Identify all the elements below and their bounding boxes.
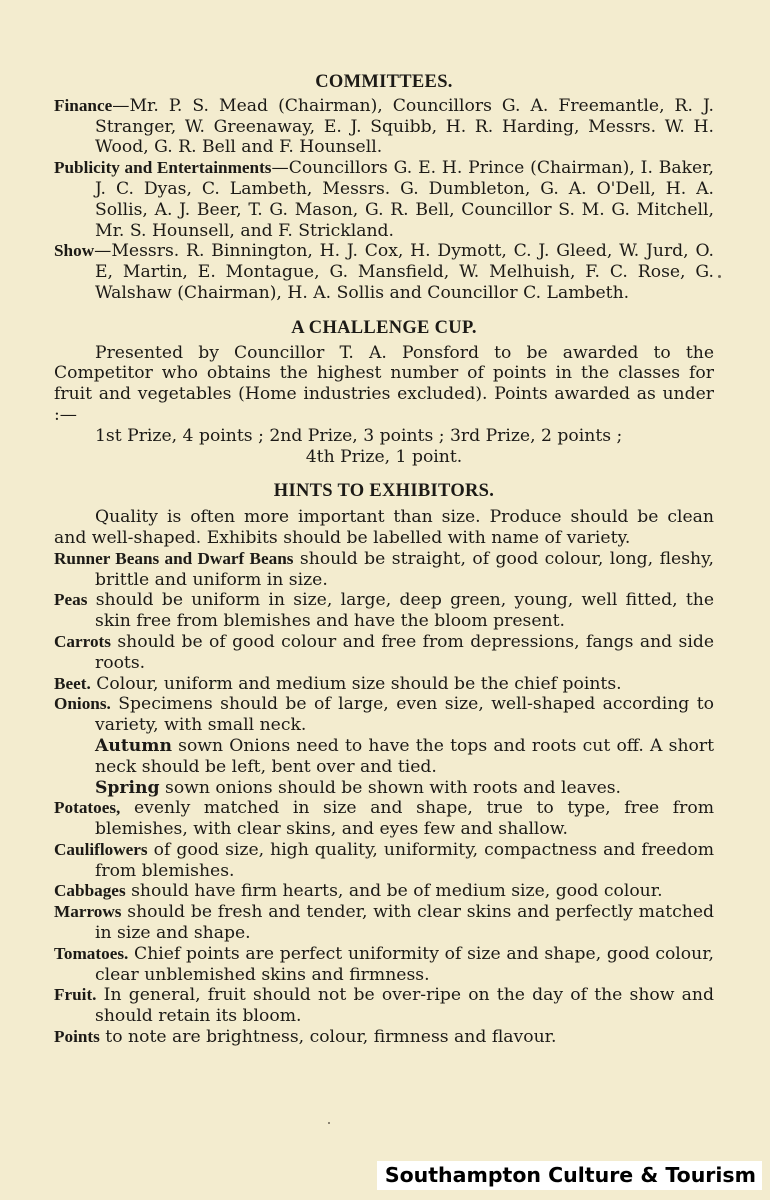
hint-label: Potatoes,: [54, 798, 121, 818]
hint-text: Chief points are perfect uniformity of size and shape, good colour, clear unblemished skins and firmness.: [95, 943, 714, 985]
hint-autumn-onions: [54, 736, 714, 778]
hint-text: Specimens should be of large, even size, well-shaped according to variety, with small neck.: [95, 694, 714, 736]
hint-cauliflowers: [54, 840, 714, 882]
hint-peas: [54, 590, 714, 632]
committees-heading: COMMITTEES.: [315, 72, 453, 92]
paper-speck: [718, 275, 721, 278]
hint-points: [54, 1027, 714, 1048]
hint-onions: [54, 694, 714, 736]
hint-label: Carrots: [54, 631, 111, 651]
hint-marrows: [54, 902, 714, 944]
hint-text: Colour, uniform and medium size should be the chief points.: [90, 673, 622, 694]
hint-potatoes: [54, 798, 714, 840]
page-content: [54, 72, 714, 1048]
hint-label: Fruit.: [54, 985, 97, 1005]
hint-label: Cauliflowers: [54, 839, 148, 859]
publicity-members: —Councillors G. E. H. Prince (Chairman), I. Baker, J. C. Dyas, C. Lambeth, Messrs. G. Dumbleton, G. A. O'Dell, H. A. Sollis, A. J. Beer, T. G. Mason, G. R. Bell, Councillor S. M. G. Mitchell, Mr. S. Hounsell, and F. Strickland.: [95, 158, 714, 241]
paper-speck: [328, 1122, 330, 1124]
hint-text: sown Onions need to have the tops and roots cut off. A short neck should be left, bent over and tied.: [95, 735, 714, 777]
hint-label: Onions.: [54, 694, 111, 714]
hint-text: to note are brightness, colour, firmness and flavour.: [99, 1027, 557, 1048]
hint-fruit: [54, 985, 714, 1027]
challenge-cup-heading: A CHALLENGE CUP.: [291, 317, 477, 338]
hint-label: Marrows: [54, 902, 122, 922]
hint-label: Peas: [54, 590, 88, 610]
hint-label: Cabbages: [54, 881, 126, 901]
publicity-committee: [54, 158, 714, 241]
finance-label: Finance: [54, 95, 113, 115]
publicity-label: Publicity and Entertainments: [54, 158, 272, 178]
hint-cabbages: [54, 881, 714, 902]
hint-text: should have firm hearts, and be of medium size, good colour.: [125, 881, 663, 902]
hint-label: Tomatoes.: [54, 943, 129, 963]
hint-text: should be straight, of good colour, long, fleshy, brittle and uniform in size.: [95, 548, 714, 590]
hint-tomatoes: [54, 944, 714, 986]
prizes-line-1: 1st Prize, 4 points ; 2nd Prize, 3 points ; 3rd Prize, 2 points ;: [95, 425, 623, 446]
finance-committee: [54, 96, 714, 158]
hint-text: should be fresh and tender, with clear skins and perfectly matched in size and shape.: [95, 902, 714, 944]
show-members: —Messrs. R. Binnington, H. J. Cox, H. Dymott, C. J. Gleed, W. Jurd, O. E, Martin, E. Montague, G. Mansfield, W. Melhuish, F. C. Rose, G. Walshaw (Chairman), H. A. Sollis and Councillor C. Lambeth.: [94, 241, 714, 303]
hint-text: of good size, high quality, uniformity, compactness and freedom from blemishes.: [95, 839, 714, 881]
challenge-cup-paragraph: Presented by Councillor T. A. Ponsford to be awarded to the Competitor who obtains the highest number of points in the classes for fruit and vegetables (Home industries excluded). Points awarded as under :—: [54, 342, 714, 425]
hint-label: Beet.: [54, 673, 91, 693]
finance-members: —Mr. P. S. Mead (Chairman), Councillors G. A. Freemantle, R. J. Stranger, W. Greenaway, E. J. Squibb, H. R. Harding, Messrs. W. H. Wood, G. R. Bell and F. Hounsell.: [95, 95, 714, 158]
hint-label: Points: [54, 1027, 100, 1047]
hint-text: sown onions should be shown with roots and leaves.: [159, 777, 622, 798]
hint-text: should be of good colour and free from depressions, fangs and side roots.: [95, 631, 714, 673]
hint-carrots: [54, 632, 714, 674]
hint-spring-onions: [54, 778, 714, 799]
hints-heading: HINTS TO EXHIBITORS.: [273, 481, 495, 502]
hint-label: Runner Beans and Dwarf Beans: [54, 548, 294, 568]
hint-text: In general, fruit should not be over-ripe on the day of the show and should retain its bloom.: [95, 985, 714, 1027]
hint-label: Autumn: [95, 735, 172, 756]
hint-beans: [54, 549, 714, 591]
show-label: Show: [54, 241, 95, 261]
hint-text: evenly matched in size and shape, true to type, free from blemishes, with clear skins, and eyes few and shallow.: [95, 798, 714, 840]
prizes-line-2: 4th Prize, 1 point.: [305, 446, 463, 467]
hint-label: Spring: [95, 777, 160, 798]
show-committee: [54, 241, 714, 303]
hints-intro: Quality is often more important than size. Produce should be clean and well-shaped. Exhibits should be labelled with name of variety.: [54, 507, 714, 548]
hint-beet: [54, 674, 714, 695]
hint-text: should be uniform in size, large, deep green, young, well fitted, the skin free from blemishes and have the bloom present.: [87, 590, 714, 632]
watermark-credit: Southampton Culture & Tourism: [377, 1161, 762, 1190]
